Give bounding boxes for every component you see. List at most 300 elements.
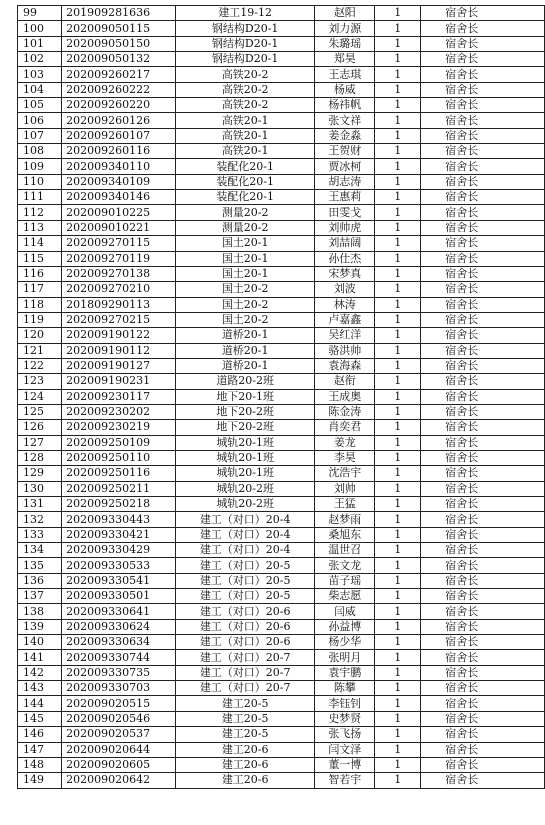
count-cell: 1 <box>375 236 421 251</box>
count-cell: 1 <box>375 205 421 220</box>
count-cell: 1 <box>375 297 421 312</box>
table-row <box>18 128 545 143</box>
count-cell: 1 <box>375 128 421 143</box>
table-row <box>18 589 545 604</box>
role-cell: 宿舍长 <box>421 711 545 726</box>
student-id-cell: 202009230202 <box>62 404 176 419</box>
row-index-cell: 146 <box>18 727 62 742</box>
document-sheet <box>17 5 545 789</box>
role-cell: 宿舍长 <box>421 251 545 266</box>
class-name-cell: 城轨20-1班 <box>175 450 315 465</box>
table-row <box>18 6 545 21</box>
row-index-cell: 132 <box>18 512 62 527</box>
role-cell: 宿舍长 <box>421 21 545 36</box>
row-index-cell: 121 <box>18 343 62 358</box>
count-cell: 1 <box>375 251 421 266</box>
row-index-cell: 118 <box>18 297 62 312</box>
table-row <box>18 312 545 327</box>
row-index-cell: 143 <box>18 681 62 696</box>
role-cell: 宿舍长 <box>421 297 545 312</box>
role-cell: 宿舍长 <box>421 52 545 67</box>
role-cell: 宿舍长 <box>421 527 545 542</box>
table-row <box>18 144 545 159</box>
count-cell: 1 <box>375 174 421 189</box>
role-cell: 宿舍长 <box>421 727 545 742</box>
row-index-cell: 105 <box>18 98 62 113</box>
row-index-cell: 115 <box>18 251 62 266</box>
table-row <box>18 742 545 757</box>
row-index-cell: 102 <box>18 52 62 67</box>
student-id-cell: 202009330541 <box>62 573 176 588</box>
row-index-cell: 137 <box>18 589 62 604</box>
row-index-cell: 104 <box>18 82 62 97</box>
student-id-cell: 202009270115 <box>62 236 176 251</box>
count-cell: 1 <box>375 619 421 634</box>
student-name-cell: 胡志涛 <box>315 174 375 189</box>
row-index-cell: 135 <box>18 558 62 573</box>
row-index-cell: 101 <box>18 36 62 51</box>
class-name-cell: 城轨20-1班 <box>175 466 315 481</box>
count-cell: 1 <box>375 512 421 527</box>
table-row <box>18 435 545 450</box>
student-id-cell: 202009330634 <box>62 635 176 650</box>
role-cell: 宿舍长 <box>421 619 545 634</box>
row-index-cell: 144 <box>18 696 62 711</box>
role-cell: 宿舍长 <box>421 67 545 82</box>
student-id-cell: 202009250218 <box>62 497 176 512</box>
count-cell: 1 <box>375 589 421 604</box>
student-id-cell: 202009270215 <box>62 312 176 327</box>
count-cell: 1 <box>375 312 421 327</box>
roster-table <box>17 5 545 789</box>
student-name-cell: 朱璐瑶 <box>315 36 375 51</box>
count-cell: 1 <box>375 328 421 343</box>
student-name-cell: 赵梦雨 <box>315 512 375 527</box>
count-cell: 1 <box>375 144 421 159</box>
roster-table-body <box>18 6 545 789</box>
student-name-cell: 王成奥 <box>315 389 375 404</box>
table-row <box>18 174 545 189</box>
class-name-cell: 建工（对口）20-5 <box>175 573 315 588</box>
table-row <box>18 190 545 205</box>
class-name-cell: 建工20-6 <box>175 773 315 788</box>
table-row <box>18 450 545 465</box>
class-name-cell: 道桥20-1 <box>175 343 315 358</box>
student-name-cell: 宋梦真 <box>315 266 375 281</box>
student-id-cell: 202009260116 <box>62 144 176 159</box>
row-index-cell: 117 <box>18 282 62 297</box>
student-id-cell: 202009230219 <box>62 420 176 435</box>
class-name-cell: 国土20-2 <box>175 312 315 327</box>
count-cell: 1 <box>375 343 421 358</box>
table-row <box>18 52 545 67</box>
table-row <box>18 282 545 297</box>
count-cell: 1 <box>375 52 421 67</box>
row-index-cell: 114 <box>18 236 62 251</box>
row-index-cell: 112 <box>18 205 62 220</box>
student-name-cell: 刘波 <box>315 282 375 297</box>
row-index-cell: 119 <box>18 312 62 327</box>
class-name-cell: 城轨20-2班 <box>175 497 315 512</box>
role-cell: 宿舍长 <box>421 558 545 573</box>
student-name-cell: 苗子瑶 <box>315 573 375 588</box>
class-name-cell: 城轨20-2班 <box>175 481 315 496</box>
table-row <box>18 481 545 496</box>
table-row <box>18 159 545 174</box>
student-id-cell: 202009020537 <box>62 727 176 742</box>
count-cell: 1 <box>375 113 421 128</box>
student-id-cell: 202009020644 <box>62 742 176 757</box>
row-index-cell: 138 <box>18 604 62 619</box>
class-name-cell: 钢结构D20-1 <box>175 36 315 51</box>
role-cell: 宿舍长 <box>421 573 545 588</box>
student-id-cell: 202009020605 <box>62 757 176 772</box>
table-row <box>18 205 545 220</box>
role-cell: 宿舍长 <box>421 450 545 465</box>
class-name-cell: 钢结构D20-1 <box>175 21 315 36</box>
student-id-cell: 202009020642 <box>62 773 176 788</box>
student-id-cell: 202009250116 <box>62 466 176 481</box>
student-id-cell: 201809290113 <box>62 297 176 312</box>
class-name-cell: 建工（对口）20-7 <box>175 665 315 680</box>
class-name-cell: 地下20-1班 <box>175 389 315 404</box>
student-name-cell: 孙益博 <box>315 619 375 634</box>
role-cell: 宿舍长 <box>421 481 545 496</box>
class-name-cell: 建工（对口）20-4 <box>175 543 315 558</box>
student-id-cell: 202009330744 <box>62 650 176 665</box>
row-index-cell: 124 <box>18 389 62 404</box>
count-cell: 1 <box>375 82 421 97</box>
student-id-cell: 202009330501 <box>62 589 176 604</box>
student-id-cell: 202009050115 <box>62 21 176 36</box>
count-cell: 1 <box>375 6 421 21</box>
count-cell: 1 <box>375 190 421 205</box>
count-cell: 1 <box>375 450 421 465</box>
class-name-cell: 高铁20-1 <box>175 128 315 143</box>
student-name-cell: 李钰钊 <box>315 696 375 711</box>
class-name-cell: 建工（对口）20-6 <box>175 604 315 619</box>
count-cell: 1 <box>375 159 421 174</box>
row-index-cell: 108 <box>18 144 62 159</box>
row-index-cell: 128 <box>18 450 62 465</box>
row-index-cell: 103 <box>18 67 62 82</box>
row-index-cell: 134 <box>18 543 62 558</box>
student-id-cell: 202009330429 <box>62 543 176 558</box>
count-cell: 1 <box>375 604 421 619</box>
count-cell: 1 <box>375 635 421 650</box>
count-cell: 1 <box>375 358 421 373</box>
row-index-cell: 106 <box>18 113 62 128</box>
class-name-cell: 建工（对口）20-6 <box>175 619 315 634</box>
class-name-cell: 建工（对口）20-4 <box>175 512 315 527</box>
class-name-cell: 建工20-5 <box>175 727 315 742</box>
role-cell: 宿舍长 <box>421 220 545 235</box>
role-cell: 宿舍长 <box>421 389 545 404</box>
student-id-cell: 202009270119 <box>62 251 176 266</box>
student-name-cell: 陈攀 <box>315 681 375 696</box>
count-cell: 1 <box>375 773 421 788</box>
student-name-cell: 陈金涛 <box>315 404 375 419</box>
role-cell: 宿舍长 <box>421 282 545 297</box>
role-cell: 宿舍长 <box>421 497 545 512</box>
count-cell: 1 <box>375 742 421 757</box>
role-cell: 宿舍长 <box>421 512 545 527</box>
table-row <box>18 696 545 711</box>
student-name-cell: 姜金淼 <box>315 128 375 143</box>
role-cell: 宿舍长 <box>421 36 545 51</box>
table-row <box>18 343 545 358</box>
role-cell: 宿舍长 <box>421 589 545 604</box>
student-name-cell: 王惠莉 <box>315 190 375 205</box>
role-cell: 宿舍长 <box>421 374 545 389</box>
table-row <box>18 236 545 251</box>
student-id-cell: 202009330641 <box>62 604 176 619</box>
row-index-cell: 133 <box>18 527 62 542</box>
student-name-cell: 骆洪帅 <box>315 343 375 358</box>
student-id-cell: 202009020515 <box>62 696 176 711</box>
count-cell: 1 <box>375 404 421 419</box>
role-cell: 宿舍长 <box>421 650 545 665</box>
table-row <box>18 558 545 573</box>
class-name-cell: 国土20-1 <box>175 236 315 251</box>
student-name-cell: 张文祥 <box>315 113 375 128</box>
student-name-cell: 李昊 <box>315 450 375 465</box>
role-cell: 宿舍长 <box>421 742 545 757</box>
table-row <box>18 604 545 619</box>
student-id-cell: 202009330421 <box>62 527 176 542</box>
row-index-cell: 107 <box>18 128 62 143</box>
table-row <box>18 251 545 266</box>
student-name-cell: 姜龙 <box>315 435 375 450</box>
class-name-cell: 建工（对口）20-5 <box>175 558 315 573</box>
class-name-cell: 国土20-1 <box>175 251 315 266</box>
student-id-cell: 202009330443 <box>62 512 176 527</box>
table-row <box>18 358 545 373</box>
student-name-cell: 赵衔 <box>315 374 375 389</box>
count-cell: 1 <box>375 650 421 665</box>
class-name-cell: 高铁20-2 <box>175 98 315 113</box>
table-row <box>18 512 545 527</box>
student-name-cell: 王志琪 <box>315 67 375 82</box>
student-id-cell: 202009250211 <box>62 481 176 496</box>
row-index-cell: 142 <box>18 665 62 680</box>
student-id-cell: 202009330735 <box>62 665 176 680</box>
class-name-cell: 高铁20-2 <box>175 67 315 82</box>
class-name-cell: 建工（对口）20-7 <box>175 650 315 665</box>
row-index-cell: 145 <box>18 711 62 726</box>
count-cell: 1 <box>375 481 421 496</box>
class-name-cell: 高铁20-1 <box>175 144 315 159</box>
row-index-cell: 120 <box>18 328 62 343</box>
student-id-cell: 202009010221 <box>62 220 176 235</box>
table-row <box>18 727 545 742</box>
role-cell: 宿舍长 <box>421 435 545 450</box>
count-cell: 1 <box>375 282 421 297</box>
row-index-cell: 149 <box>18 773 62 788</box>
class-name-cell: 建工20-5 <box>175 696 315 711</box>
student-id-cell: 202009050132 <box>62 52 176 67</box>
table-row <box>18 619 545 634</box>
student-id-cell: 202009190112 <box>62 343 176 358</box>
table-row <box>18 328 545 343</box>
row-index-cell: 110 <box>18 174 62 189</box>
count-cell: 1 <box>375 543 421 558</box>
student-name-cell: 刘帅虎 <box>315 220 375 235</box>
count-cell: 1 <box>375 573 421 588</box>
table-row <box>18 466 545 481</box>
table-row <box>18 113 545 128</box>
role-cell: 宿舍长 <box>421 681 545 696</box>
count-cell: 1 <box>375 67 421 82</box>
role-cell: 宿舍长 <box>421 113 545 128</box>
count-cell: 1 <box>375 389 421 404</box>
student-name-cell: 肖奕君 <box>315 420 375 435</box>
table-row <box>18 497 545 512</box>
student-name-cell: 王猛 <box>315 497 375 512</box>
role-cell: 宿舍长 <box>421 773 545 788</box>
student-name-cell: 刘喆阔 <box>315 236 375 251</box>
count-cell: 1 <box>375 665 421 680</box>
student-id-cell: 202009010225 <box>62 205 176 220</box>
count-cell: 1 <box>375 374 421 389</box>
class-name-cell: 测量20-2 <box>175 220 315 235</box>
role-cell: 宿舍长 <box>421 205 545 220</box>
row-index-cell: 100 <box>18 21 62 36</box>
row-index-cell: 127 <box>18 435 62 450</box>
row-index-cell: 113 <box>18 220 62 235</box>
row-index-cell: 99 <box>18 6 62 21</box>
count-cell: 1 <box>375 36 421 51</box>
class-name-cell: 建工（对口）20-6 <box>175 635 315 650</box>
role-cell: 宿舍长 <box>421 543 545 558</box>
role-cell: 宿舍长 <box>421 635 545 650</box>
table-row <box>18 635 545 650</box>
table-row <box>18 98 545 113</box>
role-cell: 宿舍长 <box>421 190 545 205</box>
row-index-cell: 125 <box>18 404 62 419</box>
count-cell: 1 <box>375 497 421 512</box>
student-id-cell: 202009270210 <box>62 282 176 297</box>
class-name-cell: 城轨20-1班 <box>175 435 315 450</box>
class-name-cell: 测量20-2 <box>175 205 315 220</box>
student-id-cell: 202009270138 <box>62 266 176 281</box>
student-id-cell: 201909281636 <box>62 6 176 21</box>
row-index-cell: 136 <box>18 573 62 588</box>
row-index-cell: 123 <box>18 374 62 389</box>
role-cell: 宿舍长 <box>421 98 545 113</box>
role-cell: 宿舍长 <box>421 6 545 21</box>
class-name-cell: 道路20-2班 <box>175 374 315 389</box>
student-id-cell: 202009250110 <box>62 450 176 465</box>
role-cell: 宿舍长 <box>421 312 545 327</box>
table-row <box>18 374 545 389</box>
count-cell: 1 <box>375 21 421 36</box>
class-name-cell: 道桥20-1 <box>175 328 315 343</box>
class-name-cell: 建工20-6 <box>175 742 315 757</box>
row-index-cell: 147 <box>18 742 62 757</box>
count-cell: 1 <box>375 266 421 281</box>
class-name-cell: 建工20-6 <box>175 757 315 772</box>
student-name-cell: 张明月 <box>315 650 375 665</box>
student-name-cell: 杨祎帆 <box>315 98 375 113</box>
student-id-cell: 202009050150 <box>62 36 176 51</box>
student-name-cell: 柴志愿 <box>315 589 375 604</box>
row-index-cell: 140 <box>18 635 62 650</box>
count-cell: 1 <box>375 711 421 726</box>
table-row <box>18 21 545 36</box>
student-name-cell: 杨威 <box>315 82 375 97</box>
row-index-cell: 129 <box>18 466 62 481</box>
role-cell: 宿舍长 <box>421 236 545 251</box>
count-cell: 1 <box>375 558 421 573</box>
table-row <box>18 67 545 82</box>
table-row <box>18 757 545 772</box>
table-row <box>18 82 545 97</box>
student-name-cell: 史梦贤 <box>315 711 375 726</box>
role-cell: 宿舍长 <box>421 328 545 343</box>
count-cell: 1 <box>375 220 421 235</box>
student-name-cell: 卢嘉鑫 <box>315 312 375 327</box>
role-cell: 宿舍长 <box>421 128 545 143</box>
class-name-cell: 地下20-2班 <box>175 404 315 419</box>
class-name-cell: 地下20-2班 <box>175 420 315 435</box>
row-index-cell: 111 <box>18 190 62 205</box>
table-row <box>18 573 545 588</box>
student-name-cell: 闫文泽 <box>315 742 375 757</box>
student-id-cell: 202009190122 <box>62 328 176 343</box>
class-name-cell: 道桥20-1 <box>175 358 315 373</box>
student-id-cell: 202009260222 <box>62 82 176 97</box>
role-cell: 宿舍长 <box>421 696 545 711</box>
table-row <box>18 36 545 51</box>
class-name-cell: 建工（对口）20-4 <box>175 527 315 542</box>
row-index-cell: 139 <box>18 619 62 634</box>
student-name-cell: 袁海森 <box>315 358 375 373</box>
student-name-cell: 沈浩宇 <box>315 466 375 481</box>
student-id-cell: 202009230117 <box>62 389 176 404</box>
class-name-cell: 建工（对口）20-5 <box>175 589 315 604</box>
row-index-cell: 131 <box>18 497 62 512</box>
row-index-cell: 116 <box>18 266 62 281</box>
student-id-cell: 202009190127 <box>62 358 176 373</box>
table-row <box>18 650 545 665</box>
student-name-cell: 杨少华 <box>315 635 375 650</box>
student-name-cell: 刘帅 <box>315 481 375 496</box>
student-id-cell: 202009340109 <box>62 174 176 189</box>
student-name-cell: 贾冰柯 <box>315 159 375 174</box>
table-row <box>18 773 545 788</box>
table-row <box>18 711 545 726</box>
role-cell: 宿舍长 <box>421 665 545 680</box>
role-cell: 宿舍长 <box>421 343 545 358</box>
table-row <box>18 389 545 404</box>
class-name-cell: 装配化20-1 <box>175 159 315 174</box>
class-name-cell: 建工19-12 <box>175 6 315 21</box>
student-name-cell: 闫威 <box>315 604 375 619</box>
count-cell: 1 <box>375 527 421 542</box>
role-cell: 宿舍长 <box>421 604 545 619</box>
row-index-cell: 148 <box>18 757 62 772</box>
table-row <box>18 527 545 542</box>
table-row <box>18 681 545 696</box>
student-id-cell: 202009340146 <box>62 190 176 205</box>
student-name-cell: 赵阳 <box>315 6 375 21</box>
count-cell: 1 <box>375 681 421 696</box>
role-cell: 宿舍长 <box>421 420 545 435</box>
class-name-cell: 国土20-2 <box>175 282 315 297</box>
role-cell: 宿舍长 <box>421 757 545 772</box>
class-name-cell: 装配化20-1 <box>175 190 315 205</box>
